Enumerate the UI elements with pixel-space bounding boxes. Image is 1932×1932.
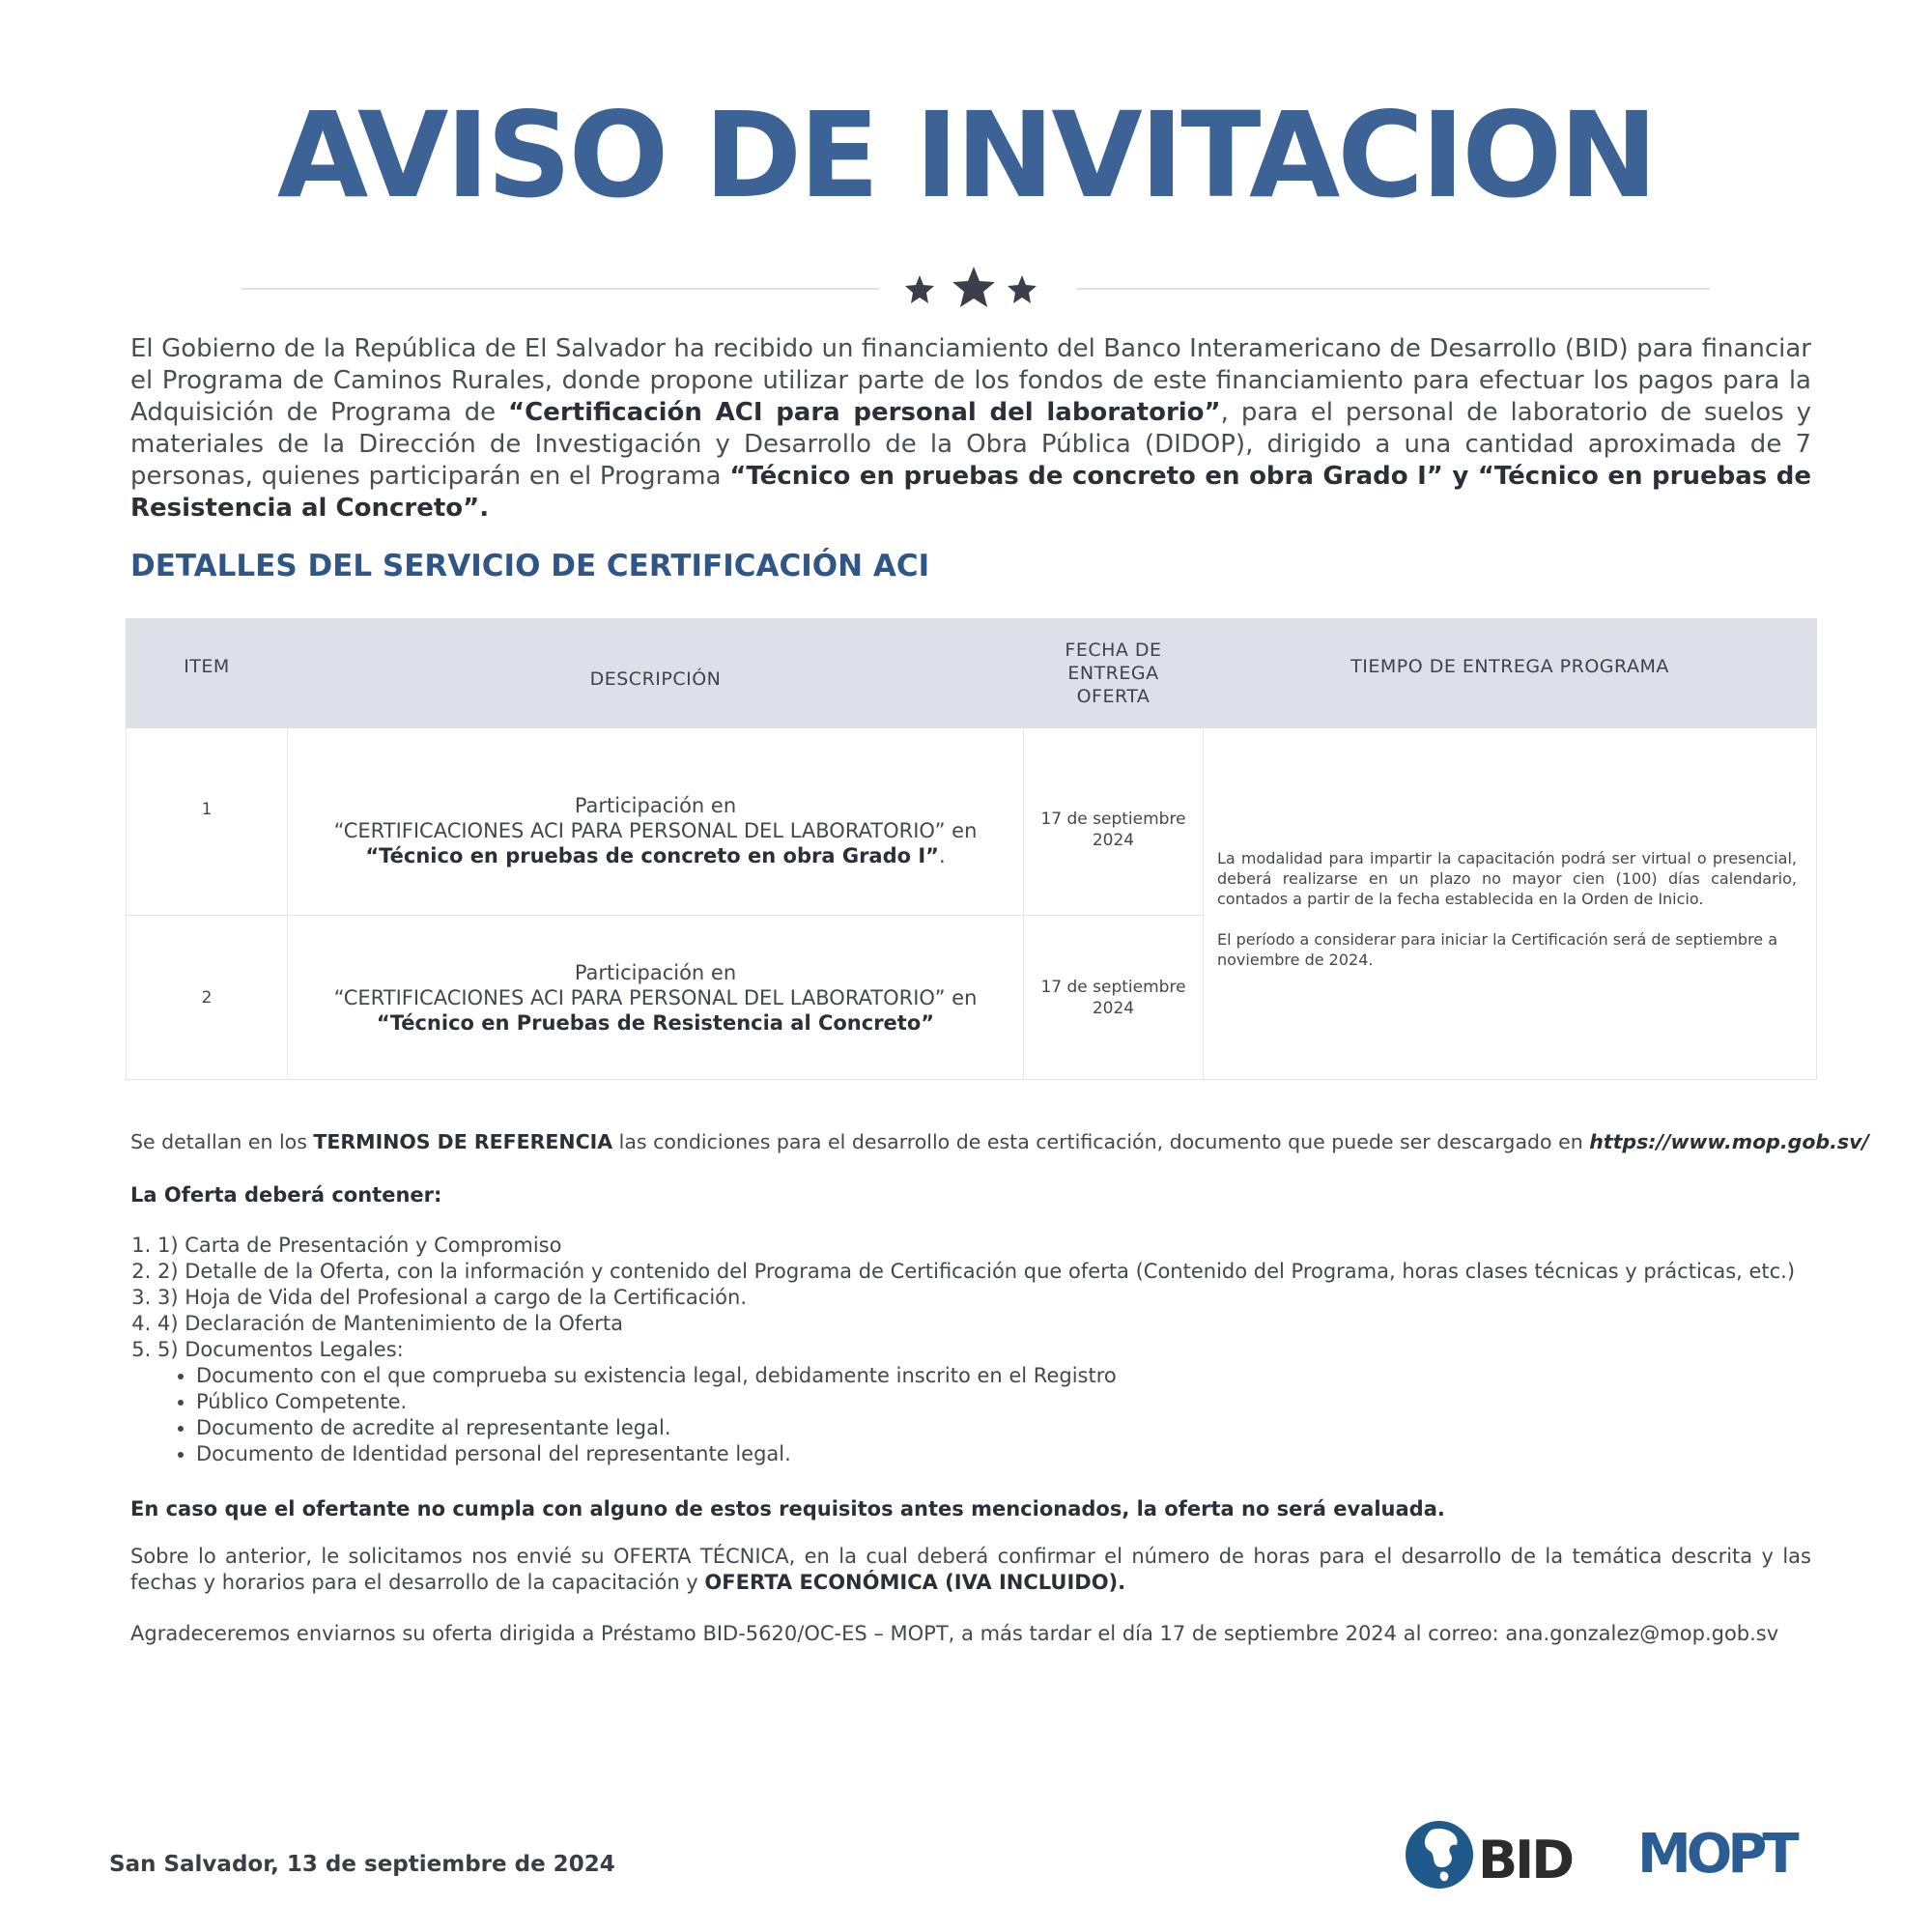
date-line: 2024 xyxy=(1092,831,1135,850)
bid-logo-text: BID xyxy=(1478,1830,1573,1889)
legal-docs-list xyxy=(157,1363,1858,1467)
requirements-list xyxy=(130,1233,1858,1467)
mopt-logo xyxy=(1637,1822,1806,1878)
desc-bold: “Técnico en Pruebas de Resistencia al Concreto” xyxy=(376,1010,935,1035)
desc-tail: . xyxy=(938,844,946,867)
mop-website-link[interactable]: https://www.mop.gob.sv/ xyxy=(1589,1130,1869,1153)
table-header-row xyxy=(127,619,1817,728)
intro-bold-program: “Certificación ACI para personal del laboratorio” xyxy=(508,398,1221,427)
request-text: Sobre lo anterior, le solicitamos nos envié su OFERTA TÉCNICA, en la cual deberá confirmar el número de horas para el desarrollo de la temática descrita y las fechas y horarios para el desarrollo de la capacitación y xyxy=(130,1545,1811,1594)
date-line: 2024 xyxy=(1092,998,1135,1018)
desc-line: Participación en xyxy=(574,960,737,984)
terms-text: Se detallan en los xyxy=(130,1130,314,1153)
list-item: 1. 1) Carta de Presentación y Compromiso xyxy=(157,1233,1858,1259)
bid-logo xyxy=(1403,1816,1596,1889)
offer-heading: La Oferta deberá contener: xyxy=(130,1183,442,1207)
mopt-logo-text: MOPT xyxy=(1637,1823,1795,1878)
cell-item: 2 xyxy=(127,916,288,1080)
request-bold: OFERTA ECONÓMICA (IVA INCLUIDO). xyxy=(704,1571,1126,1594)
cell-date xyxy=(1024,916,1204,1080)
time-paragraph-1: La modalidad para impartir la capacitación podrá ser virtual o presencial, deberá realizarse en un plazo no mayor cien (100) días calendario, contados a partir de la fecha establecida en la Orden de Inicio. xyxy=(1217,848,1797,908)
desc-line xyxy=(289,1010,1022,1036)
header-date xyxy=(1024,619,1204,728)
list-item: 4. 4) Declaración de Mantenimiento de la Oferta xyxy=(157,1311,1858,1337)
page-title: AVISO DE INVITACION xyxy=(276,87,1656,224)
header-time: TIEMPO DE ENTREGA PROGRAMA xyxy=(1204,619,1817,728)
intro-paragraph xyxy=(130,333,1811,525)
header-date-line: FECHA DE xyxy=(1065,639,1162,661)
header-date-line: ENTREGA xyxy=(1067,663,1159,684)
terms-text: las condiciones para el desarrollo de esta certificación, documento que puede ser descargado en xyxy=(612,1130,1590,1153)
cell-date xyxy=(1024,728,1204,916)
time-paragraph-2: El período a considerar para iniciar la Certificación será de septiembre a noviembre de 2024. xyxy=(1217,929,1778,969)
three-stars-icon xyxy=(894,263,1038,317)
intro-bold-courses: “Técnico en pruebas de concreto en obra Grado I” y “Técnico en pruebas de Resistencia al Concreto”. xyxy=(130,462,1811,523)
cell-delivery-time xyxy=(1204,728,1817,1080)
header-item: ITEM xyxy=(127,619,288,728)
terms-paragraph xyxy=(130,1129,1869,1155)
desc-line: Participación en xyxy=(574,794,737,817)
list-item xyxy=(157,1337,1858,1467)
desc-bold: “Técnico en pruebas de concreto en obra Grado I” xyxy=(365,844,939,867)
list-item: 3. 3) Hoja de Vida del Profesional a cargo de la Certificación. xyxy=(157,1285,1858,1311)
request-paragraph xyxy=(130,1544,1811,1596)
cell-description xyxy=(288,916,1024,1080)
divider-right xyxy=(1077,288,1710,290)
list-item-text: 5) Documentos Legales: xyxy=(157,1338,404,1361)
cell-item: 1 xyxy=(127,728,288,916)
desc-line: “CERTIFICACIONES ACI PARA PERSONAL DEL LABORATORIO” en xyxy=(333,819,978,842)
date-line: 17 de septiembre xyxy=(1040,810,1186,829)
footer-date: San Salvador, 13 de septiembre de 2024 xyxy=(109,1852,615,1877)
list-item: • Documento de Identidad personal del representante legal. xyxy=(196,1441,1858,1467)
list-item: • Documento con el que comprueba su existencia legal, debidamente inscrito en el Registro xyxy=(196,1363,1858,1389)
star-icon xyxy=(905,275,934,303)
details-table xyxy=(126,618,1817,1080)
star-icon xyxy=(1008,275,1037,303)
list-item: 2. 2) Detalle de la Oferta, con la información y contenido del Programa de Certificación que oferta (Contenido del Programa, horas clases técnicas y prácticas, etc.) xyxy=(157,1259,1858,1285)
desc-line xyxy=(289,843,1022,868)
list-item: • Público Competente. xyxy=(196,1389,1858,1415)
desc-line: “CERTIFICACIONES ACI PARA PERSONAL DEL LABORATORIO” en xyxy=(333,985,978,1009)
list-item: • Documento de acredite al representante legal. xyxy=(196,1415,1858,1441)
header-description: DESCRIPCIÓN xyxy=(288,619,1024,728)
table-row xyxy=(127,728,1817,916)
section-title: DETALLES DEL SERVICIO DE CERTIFICACIÓN ACI xyxy=(130,549,930,583)
date-line: 17 de septiembre xyxy=(1040,977,1186,997)
cell-description xyxy=(288,728,1024,916)
warning-text: En caso que el ofertante no cumpla con alguno de estos requisitos antes mencionados, la oferta no será evaluada. xyxy=(130,1497,1445,1520)
terms-bold: TERMINOS DE REFERENCIA xyxy=(313,1130,613,1153)
closing-paragraph: Agradeceremos enviarnos su oferta dirigida a Préstamo BID-5620/OC-ES – MOPT, a más tardar el día 17 de septiembre 2024 al correo: ana.gonzalez@mop.gob.sv xyxy=(130,1622,1779,1645)
intro-text-2: , para el personal de laboratorio de suelos y materiales de la Dirección de Investigación y Desarrollo de la Obra Pública (DIDOP), dirigido a una cantidad aproximada de 7 personas, quienes participarán en el Programa xyxy=(130,398,1811,491)
header-date-line: OFERTA xyxy=(1076,686,1151,707)
intro-text-1: El Gobierno de la República de El Salvador ha recibido un financiamiento del Banco Interamericano de Desarrollo (BID) para financiar el Programa de Caminos Rurales, donde propone utilizar parte de los fondos de este financiamiento para efectuar los pagos para la Adquisición de Programa de xyxy=(130,334,1811,427)
divider-left xyxy=(242,288,879,290)
star-icon xyxy=(952,267,995,307)
